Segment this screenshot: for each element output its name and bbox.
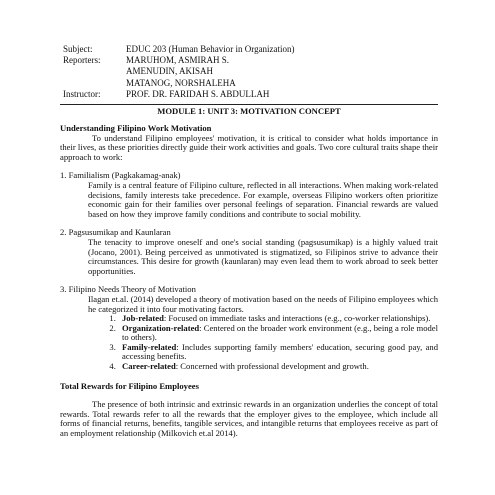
factor-name: Family-related <box>122 341 177 352</box>
instructor-label: Instructor: <box>63 88 101 99</box>
subject-value: EDUC 203 (Human Behavior in Organization) <box>126 44 295 54</box>
item-intro: Ilagan et.al. (2014) developed a theory of motivation based on the needs of Filipino employees which he categorized it into four motivating factors. <box>88 293 438 314</box>
section-heading-motivation: Understanding Filipino Work Motivation <box>60 123 212 133</box>
item-text: Family is a central feature of Filipino culture, reflected in all interactions. When making work-related decisions, family interests take precedence. For example, overseas Filipino workers often prioritize economic gain for their families over personal feelings of separation. Financial rewards are valued based on how they improve family conditions and contribute to social mobility. <box>88 179 438 219</box>
item-title: 1. Familialism (Pagkakamag-anak) <box>60 170 181 181</box>
subject-label: Subject: <box>63 44 93 54</box>
reporter-2: AMENUDIN, AKISAH <box>126 66 213 77</box>
subject-row <box>63 44 295 55</box>
factor-desc: : Focused on immediate tasks and interactions (e.g., co-worker relationships). <box>163 313 431 324</box>
header-divider <box>60 104 438 105</box>
item-title: 3. Filipino Needs Theory of Motivation <box>60 284 196 295</box>
factor-name: Organization-related <box>122 322 200 333</box>
factor-item <box>118 324 438 343</box>
document-body <box>60 124 438 439</box>
reporters-row-3 <box>63 78 295 89</box>
instructor-row <box>63 89 295 100</box>
factor-desc: : Concerned with professional development and growth. <box>175 361 369 372</box>
reporters-label: Reporters: <box>63 55 101 66</box>
item-title: 2. Pagsusumikap and Kaunlaran <box>60 227 171 238</box>
instructor-value: PROF. DR. FARIDAH S. ABDULLAH <box>126 88 270 99</box>
reporter-1: MARUHOM, ASMIRAH S. <box>126 55 230 66</box>
section-intro: To understand Filipino employees' motivation, it is critical to consider what holds importance in their lives, as these priorities directly guide their work activities and goals. Two core cultural traits shape their approach to work: <box>60 132 438 162</box>
reporters-row-2 <box>63 66 295 77</box>
item-text: The tenacity to improve oneself and one's social standing (pagsusumikap) is a highly valued trait (Jocano, 2001). Being perceived as unmotivated is stigmatized, so Filipinos strive to advance their circumstances. This desire for growth (kaunlaran) may even lead them to work abroad to seek better opportunities. <box>88 236 438 276</box>
reporter-3: MATANOG, NORSHALEHA <box>126 77 236 88</box>
factor-item <box>118 343 438 362</box>
reporters-row <box>63 55 295 66</box>
total-rewards-text: The presence of both intrinsic and extrinsic rewards in an organization underlies the concept of total rewards. Total rewards refer to all the rewards that the employer gives to the employee, which include all forms of financial returns, benefits, tangible services, and intangible returns that employees receive as part of an employment relationship (Milkovich et.al 2014). <box>60 399 438 439</box>
factor-desc: : Centered on the broader work environment (e.g., being a role model to others). <box>122 322 438 343</box>
list-item-familialism <box>60 171 438 219</box>
section-heading-total-rewards: Total Rewards for Filipino Employees <box>60 380 199 391</box>
motivating-factors-list <box>60 314 438 372</box>
factor-name: Job-related <box>122 313 164 324</box>
factor-item <box>118 362 438 372</box>
total-rewards-section <box>60 382 438 439</box>
module-title: MODULE 1: UNIT 3: MOTIVATION CONCEPT <box>157 106 341 116</box>
document-header <box>63 44 295 100</box>
list-item-pagsusumikap <box>60 228 438 276</box>
factor-name: Career-related <box>122 361 176 372</box>
list-item-needs-theory <box>60 285 438 371</box>
factor-desc: : Includes supporting family members' education, securing good pay, and accessing benefits. <box>122 341 438 362</box>
